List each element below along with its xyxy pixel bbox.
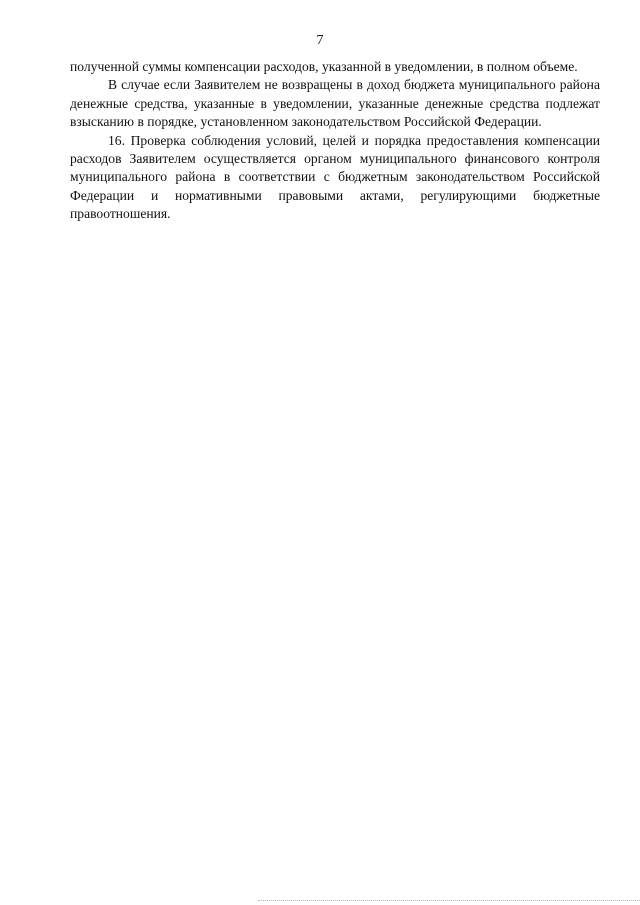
- paragraph-continuation: полученной суммы компенсации расходов, указанной в уведомлении, в полном объеме.: [70, 59, 578, 74]
- document-body: [70, 58, 600, 224]
- paragraph-16-audit: 16. Проверка соблюдения условий, целей и порядка предоставления компенсации расходов Заявителем осуществляется органом муниципального финансового контроля муниципального района в соответствии с бюджетным законодательством Российской Федерации и нормативными правовыми актами, регулирующими бюджетные правоотношения.: [70, 132, 600, 222]
- page-number: 7: [316, 33, 324, 48]
- paragraph-refund-recovery: В случае если Заявителем не возвращены в доход бюджета муниципального района денежные средства, указанные в уведомлении, указанные денежные средства подлежат взысканию в порядке, установленном законодательством Российской Федерации.: [70, 77, 600, 130]
- scan-edge-line: [258, 900, 640, 901]
